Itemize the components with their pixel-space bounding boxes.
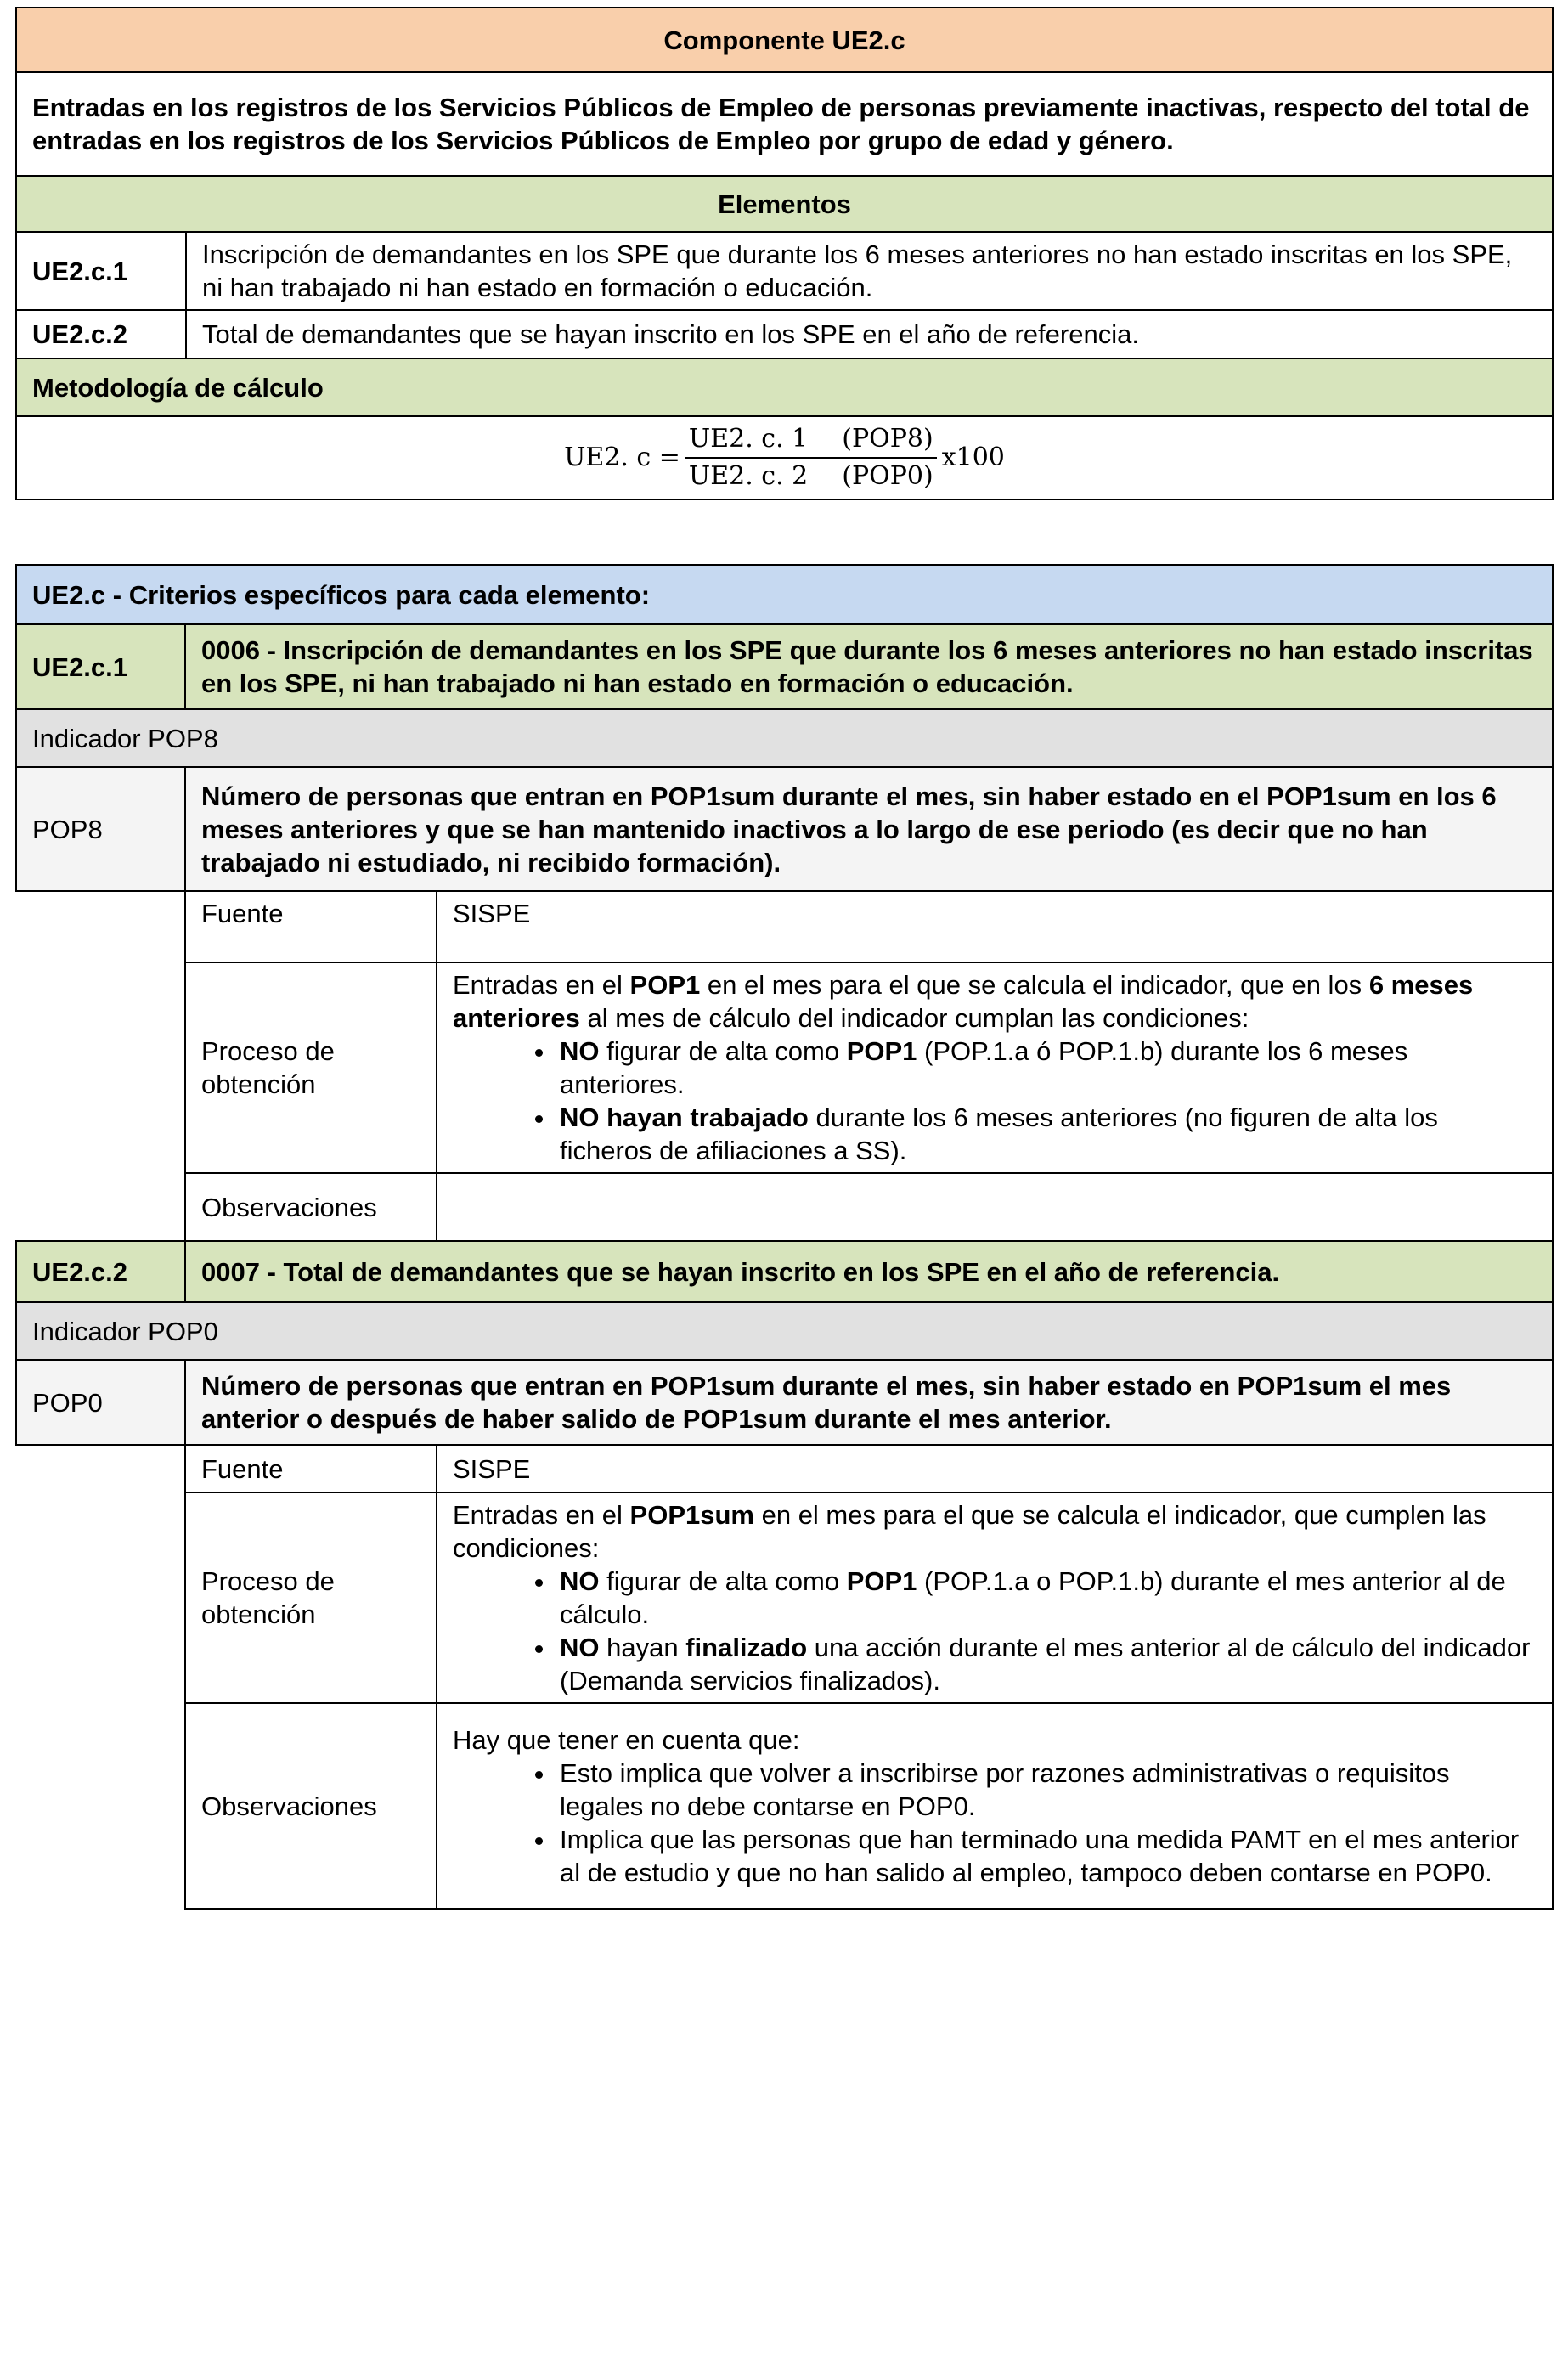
element-row: [16, 310, 1553, 358]
observaciones-intro: Hay que tener en cuenta que:: [453, 1724, 800, 1755]
condition-item: • NO figurar de alta como POP1 (POP.1.a o POP.1.b) durante el mes anterior al de cálculo.: [556, 1565, 1537, 1631]
indent-spacer: [16, 891, 185, 1241]
condition-item: • NO hayan finalizado una acción durante el mes anterior al de cálculo del indicador (Demanda servicios finalizados).: [556, 1631, 1537, 1697]
criteria-element-code: UE2.c.1: [16, 624, 185, 709]
fuente-value: SISPE: [437, 891, 1553, 962]
indent-spacer: [16, 1445, 185, 1909]
proceso-label: Proceso de obtención: [185, 1492, 437, 1703]
elements-title: Elementos: [16, 176, 1553, 232]
methodology-title: Metodología de cálculo: [16, 358, 1553, 416]
element-code: UE2.c.2: [16, 310, 186, 358]
fuente-value: SISPE: [437, 1445, 1553, 1492]
fuente-label: Fuente: [185, 891, 437, 962]
formula-cell: [16, 416, 1553, 499]
indicator-definition: Número de personas que entran en POP1sum durante el mes, sin haber estado en el POP1sum en los 6 meses anteriores y que se han mantenido inactivos a lo largo de ese periodo (es decir que no han trabajado ni estudiado, ni recibido formación).: [185, 767, 1553, 891]
criteria-element-code: UE2.c.2: [16, 1241, 185, 1302]
fuente-label: Fuente: [185, 1445, 437, 1492]
formula-numerator-indicator: (POP8): [842, 424, 933, 454]
component-table: [15, 7, 1554, 500]
formula-numerator: UE2. c. 1: [688, 424, 809, 454]
formula: [564, 425, 1005, 491]
element-text: Total de demandantes que se hayan inscrito en los SPE en el año de referencia.: [186, 310, 1553, 358]
formula-denominator-indicator: (POP0): [842, 461, 933, 491]
observation-item: • Esto implica que volver a inscribirse por razones administrativas o requisitos legales no debe contarse en POP0.: [556, 1757, 1537, 1823]
proceso-conditions: [453, 1035, 1537, 1167]
fraction-bar: [685, 457, 937, 459]
observation-item: • Implica que las personas que han terminado una medida PAMT en el mes anterior al de estudio y que no han salido al empleo, tampoco deben contarse en POP0.: [556, 1823, 1537, 1889]
indicator-code: POP8: [16, 767, 185, 891]
criteria-table: [15, 564, 1554, 1910]
element-code: UE2.c.1: [16, 232, 186, 310]
formula-suffix: x100: [941, 443, 1005, 472]
proceso-intro: Entradas en el POP1sum en el mes para el que se calcula el indicador, que cumplen las condiciones:: [453, 1500, 1486, 1563]
condition-item: • NO figurar de alta como POP1 (POP.1.a ó POP.1.b) durante los 6 meses anteriores.: [556, 1035, 1537, 1101]
observaciones-value: [437, 1173, 1553, 1241]
observaciones-label: Observaciones: [185, 1173, 437, 1241]
element-text: Inscripción de demandantes en los SPE que durante los 6 meses anteriores no han estado inscritas en los SPE, ni han trabajado ni han estado en formación o educación.: [186, 232, 1553, 310]
formula-lhs: UE2. c =: [564, 443, 680, 472]
component-description: Entradas en los registros de los Servicios Públicos de Empleo de personas previamente inactivas, respecto del total de entradas en los registros de los Servicios Públicos de Empleo por grupo de edad y género.: [16, 72, 1553, 176]
observaciones-list: [453, 1757, 1537, 1889]
indicator-definition: Número de personas que entran en POP1sum durante el mes, sin haber estado en POP1sum el mes anterior o después de haber salido de POP1sum durante el mes anterior.: [185, 1360, 1553, 1445]
formula-denominator: UE2. c. 2: [688, 461, 809, 491]
proceso-value: [437, 1492, 1553, 1703]
proceso-label: Proceso de obtención: [185, 962, 437, 1173]
indicator-title: Indicador POP8: [16, 709, 1553, 767]
proceso-value: [437, 962, 1553, 1173]
element-row: [16, 232, 1553, 310]
criteria-element-text: 0006 - Inscripción de demandantes en los SPE que durante los 6 meses anteriores no han estado inscritas en los SPE, ni han trabajado ni han estado en formación o educación.: [185, 624, 1553, 709]
proceso-intro: Entradas en el POP1 en el mes para el que se calcula el indicador, que en los 6 meses anteriores al mes de cálculo del indicador cumplan las condiciones:: [453, 970, 1474, 1033]
observaciones-label: Observaciones: [185, 1703, 437, 1909]
observaciones-value: [437, 1703, 1553, 1909]
criteria-title: UE2.c - Criterios específicos para cada elemento:: [16, 565, 1553, 624]
indicator-code: POP0: [16, 1360, 185, 1445]
proceso-conditions: [453, 1565, 1537, 1697]
formula-fraction: [685, 425, 937, 491]
indicator-title: Indicador POP0: [16, 1302, 1553, 1360]
component-title: Componente UE2.c: [16, 8, 1553, 72]
condition-item: • NO hayan trabajado durante los 6 meses anteriores (no figuren de alta los ficheros de afiliaciones a SS).: [556, 1101, 1537, 1167]
criteria-element-text: 0007 - Total de demandantes que se hayan inscrito en los SPE en el año de referencia.: [185, 1241, 1553, 1302]
